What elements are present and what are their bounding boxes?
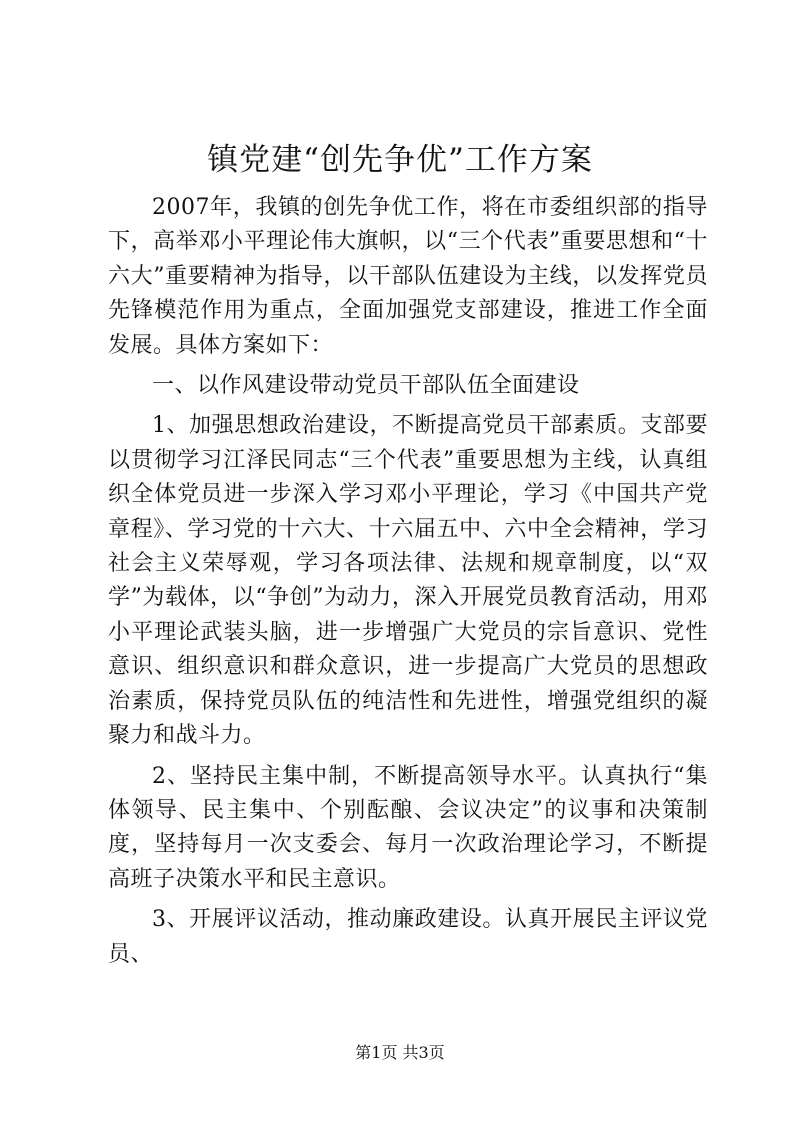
paragraph-item-2: 2、坚持民主集中制，不断提高领导水平。认真执行“集体领导、民主集中、个别酝酿、会议决定”的议事和决策制度，坚持每月一次支委会、每月一次政治理论学习，不断提高班子决策水平和民主意识。 bbox=[108, 763, 708, 892]
paragraph-intro: 2007年，我镇的创先争优工作，将在市委组织部的指导下，高举邓小平理论伟大旗帜，以“三个代表”重要思想和“十六大”重要精神为指导，以干部队伍建设为主线，以发挥党员先锋模范作用为重点，全面加强党支部建设，推进工作全面发展。具体方案如下： bbox=[108, 195, 708, 358]
paragraph-item-1: 1、加强思想政治建设，不断提高党员干部素质。支部要以贯彻学习江泽民同志“三个代表”重要思想为主线，认真组织全体党员进一步深入学习邓小平理论，学习《中国共产党章程》、学习党的十六大、十六届五中、六中全会精神，学习社会主义荣辱观，学习各项法律、法规和规章制度，以“双学”为载体，以“争创”为动力，深入开展党员教育活动，用邓小平理论武装头脑，进一步增强广大党员的宗旨意识、党性意识、组织意识和群众意识，进一步提高广大党员的思想政治素质，保持党员队伍的纯洁性和先进性，增强党组织的凝聚力和战斗力。 bbox=[108, 413, 708, 749]
page-footer: 第1页 共3页 bbox=[355, 1043, 445, 1062]
page-title: 镇党建“创先争优”工作方案 bbox=[207, 142, 593, 178]
section-heading-1: 一、以作风建设带动党员干部队伍全面建设 bbox=[152, 373, 580, 399]
document-body bbox=[108, 191, 708, 972]
paragraph-item-3: 3、开展评议活动，推动廉政建设。认真开展民主评议党员、 bbox=[108, 907, 708, 967]
